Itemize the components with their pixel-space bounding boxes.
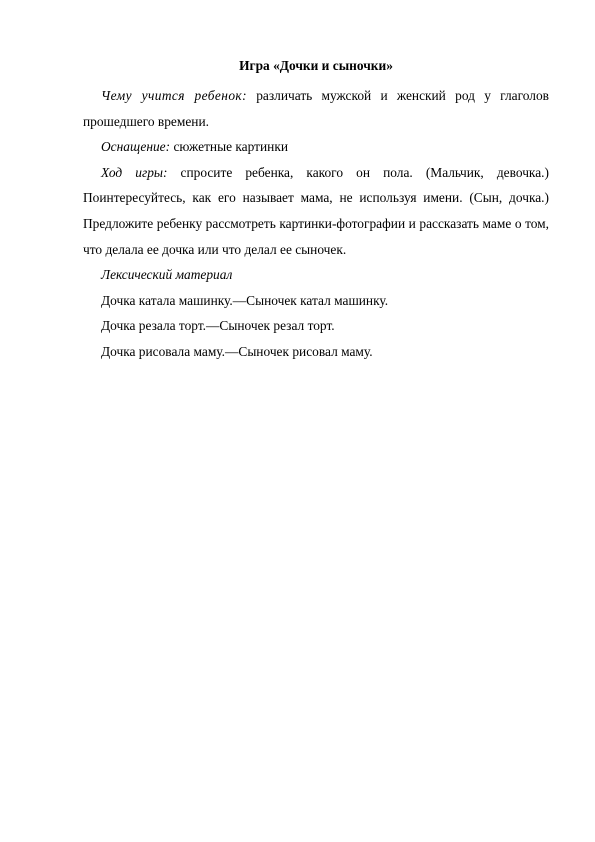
procedure-text: спросите ребенка, какого он пола. (Мальчик, девочка.) Поинтересуйтесь, как его называет мама, не используя имени. (Сын, дочка.) Предложите ребенку рассмотреть картинки-фотографии и рассказать маме о том, что делала ее дочка или что делал ее сыночек. [83,164,549,257]
example-line-3: Дочка рисовала маму.—Сыночек рисовал маму. [101,343,373,359]
procedure-label: Ход игры: [101,164,168,180]
goal-label: Чему учится ребенок: [101,88,247,103]
document-body [83,53,549,365]
example-line-2: Дочка резала торт.—Сыночек резал торт. [101,318,335,334]
example-line-1: Дочка катала машинку.—Сыночек катал машинку. [101,292,389,308]
paragraph-goal [83,83,549,134]
paragraph-procedure [83,160,549,262]
document-title: Игра «Дочки и сыночки» [239,58,393,73]
paragraph-equipment [83,134,549,160]
lexical-heading: Лексический материал [101,267,233,283]
goal-text: различать мужской и женский род у глаголов прошедшего времени. [83,88,549,129]
equipment-text: сюжетные картинки [170,139,288,155]
equipment-label: Оснащение: [101,139,171,155]
